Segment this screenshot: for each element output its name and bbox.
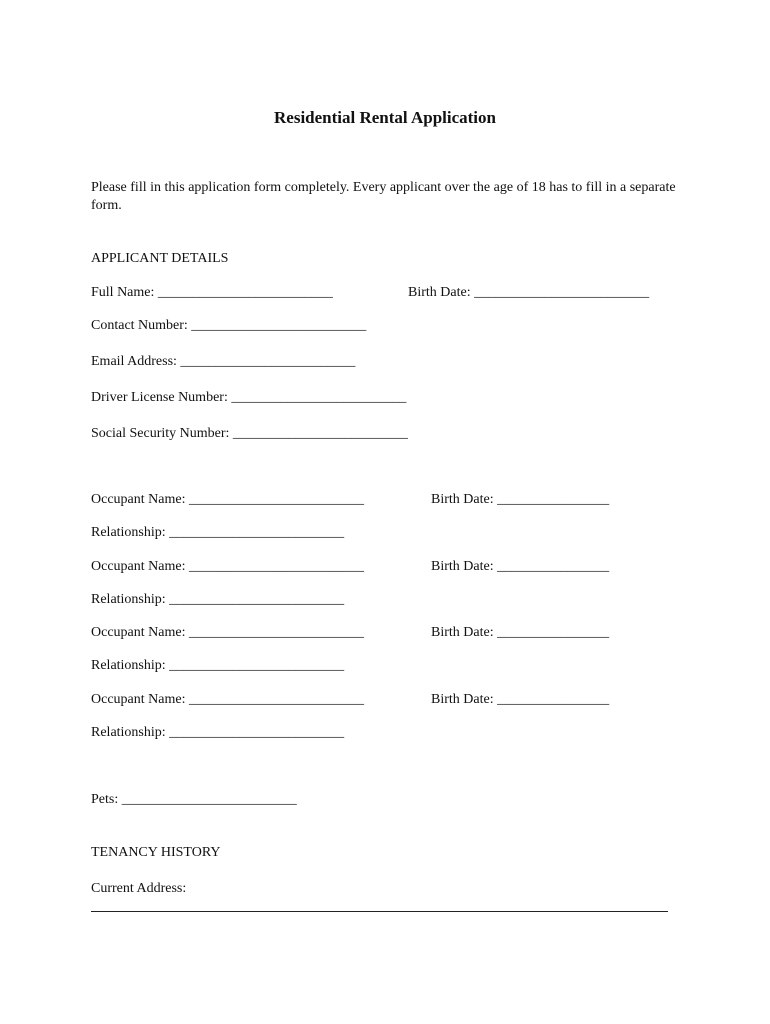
occupant-birth-date-field[interactable]: Birth Date: ________________ — [431, 692, 610, 707]
full-name-field[interactable]: Full Name: _________________________ — [91, 285, 333, 300]
occupant-birth-date-field[interactable]: Birth Date: ________________ — [431, 625, 610, 640]
current-address-label: Current Address: — [91, 881, 187, 896]
occupant-birth-date-field[interactable]: Birth Date: ________________ — [431, 492, 610, 507]
occupant-name-field[interactable]: Occupant Name: _________________________ — [91, 492, 364, 507]
email-address-field[interactable]: Email Address: _________________________ — [91, 354, 356, 369]
occupant-name-field[interactable]: Occupant Name: _________________________ — [91, 559, 364, 574]
occupant-relationship-field[interactable]: Relationship: _________________________ — [91, 592, 345, 607]
applicant-details-heading: APPLICANT DETAILS — [91, 251, 229, 266]
occupant-name-field[interactable]: Occupant Name: _________________________ — [91, 692, 364, 707]
occupant-relationship-field[interactable]: Relationship: _________________________ — [91, 525, 345, 540]
birth-date-field[interactable]: Birth Date: _________________________ — [408, 285, 650, 300]
contact-number-field[interactable]: Contact Number: _________________________ — [91, 318, 367, 333]
ssn-field[interactable]: Social Security Number: _________________________ — [91, 426, 408, 441]
driver-license-field[interactable]: Driver License Number: _________________________ — [91, 390, 407, 405]
tenancy-history-heading: TENANCY HISTORY — [91, 845, 221, 860]
pets-field[interactable]: Pets: _________________________ — [91, 792, 297, 807]
occupant-name-field[interactable]: Occupant Name: _________________________ — [91, 625, 364, 640]
intro-paragraph: Please fill in this application form completely. Every applicant over the age of 18 has to fill in a separate form. — [91, 180, 676, 213]
occupant-relationship-field[interactable]: Relationship: _________________________ — [91, 658, 345, 673]
occupant-birth-date-field[interactable]: Birth Date: ________________ — [431, 559, 610, 574]
form-title: Residential Rental Application — [274, 108, 496, 127]
occupant-relationship-field[interactable]: Relationship: _________________________ — [91, 725, 345, 740]
current-address-line[interactable] — [91, 911, 668, 912]
